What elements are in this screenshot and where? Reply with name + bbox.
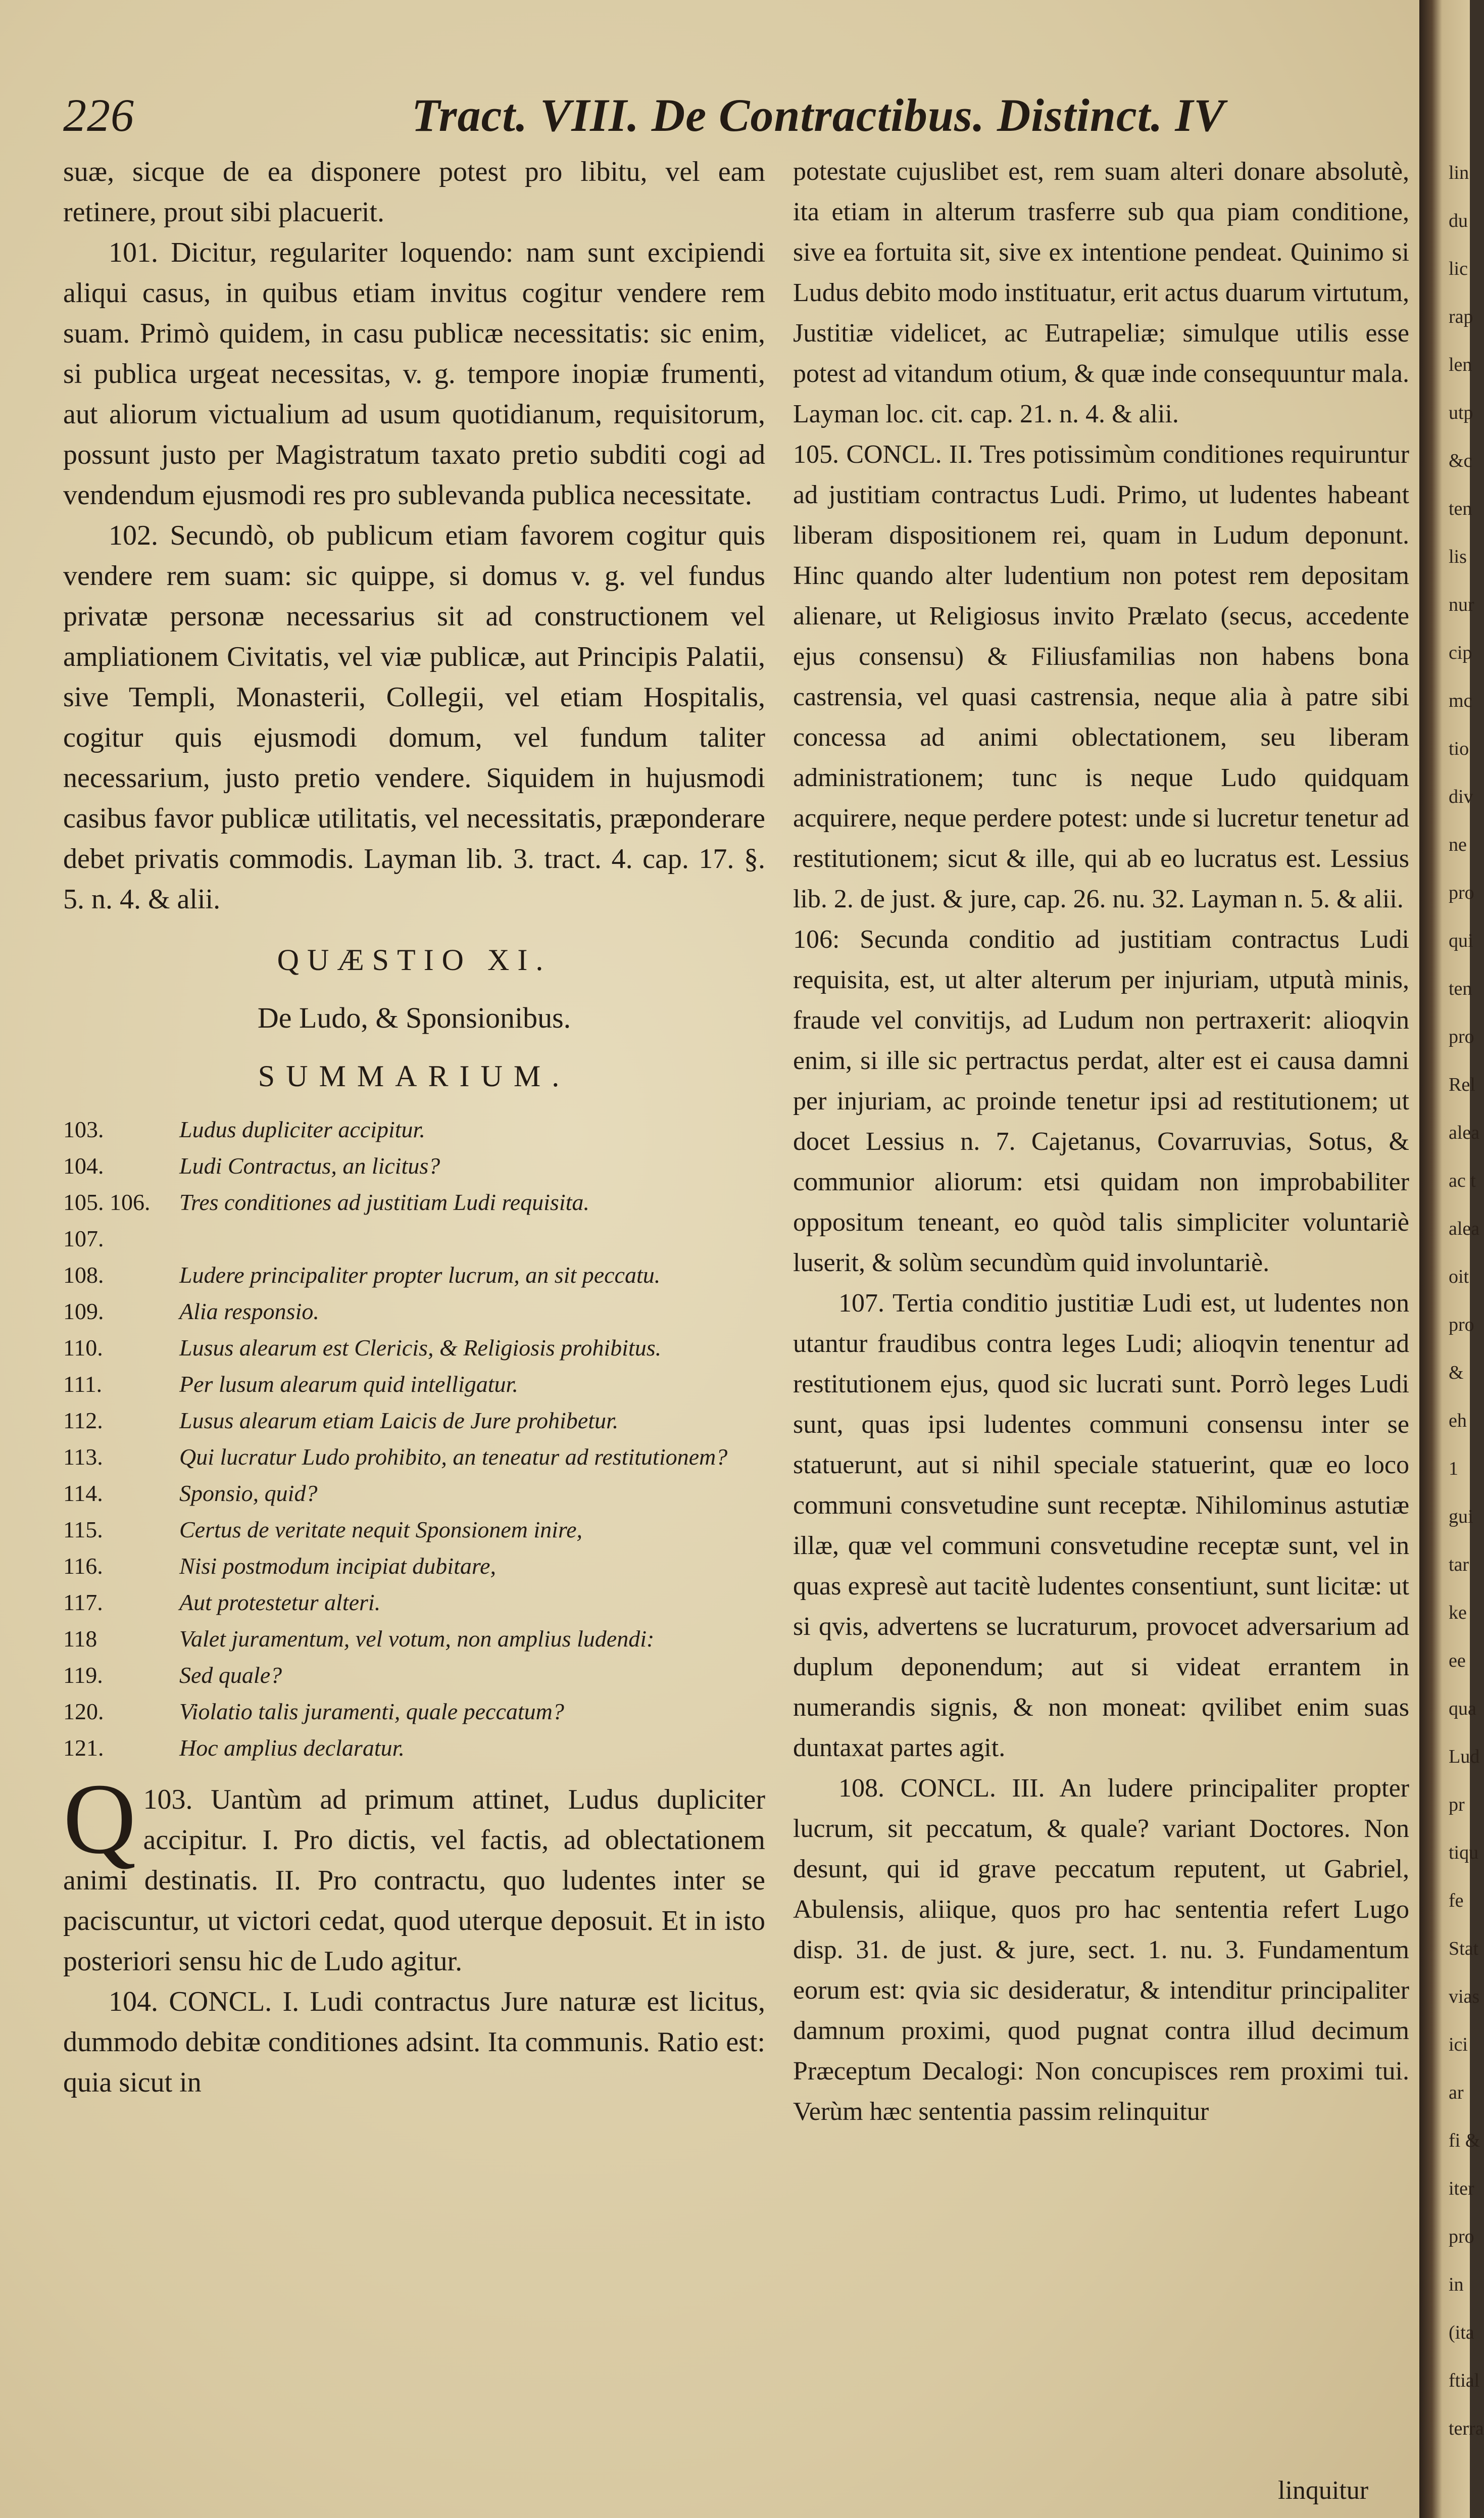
facing-page-fragment: rap (1449, 306, 1473, 327)
paragraph-101: 101. Dicitur, regulariter loquendo: nam sunt excipiendi aliqui casus, in quibus etiam invitus cogitur vendere rem suam. Primò quidem, in casu publicæ necessitatis: sic enim, si publica urgeat necessitas, v. g. tempore inopiæ frumenti, aut aliorum victualium ad usum quotidianum, requisitorum, possunt justo per Magistratum taxato pretio subditi cogi ad vendendum ejusmodi res pro sublevanda publica necessitate. (63, 237, 765, 511)
summary-item-number: 110. (63, 1335, 103, 1361)
summary-item-text: Aut protestetur alteri. (179, 1589, 381, 1615)
summary-item-text: Lusus alearum etiam Laicis de Jure prohibetur. (179, 1408, 619, 1433)
facing-page-fragment: fe (1449, 1890, 1464, 1911)
summary-item-text: Violatio talis juramenti, quale peccatum? (179, 1699, 564, 1724)
facing-page-fragment: pr (1449, 1794, 1465, 1815)
facing-page-fragment: vias (1449, 1986, 1480, 2007)
facing-page-fragment: terra (1449, 2418, 1484, 2439)
summary-item (63, 1584, 765, 1621)
summary-item-number: 113. (63, 1444, 103, 1470)
catchword: linquitur (1278, 2476, 1369, 2505)
facing-page-fragment: len (1449, 354, 1472, 375)
summary-list (63, 1111, 765, 1766)
facing-page-fragment: tar (1449, 1554, 1469, 1575)
summary-item-text: Lusus alearum est Clericis, & Religiosis prohibitus. (179, 1335, 662, 1361)
summary-item-number: 104. (63, 1153, 104, 1179)
summary-item-number: 120. (63, 1699, 104, 1724)
right-column (793, 152, 1409, 2132)
facing-page-fragment: ne (1449, 834, 1467, 855)
summary-item-number: 117. (63, 1589, 103, 1615)
summary-item (63, 1730, 765, 1766)
paragraph-103 (63, 1763, 766, 1981)
summary-item-number: 115. (63, 1517, 103, 1542)
facing-page-fragment: pro (1449, 1026, 1474, 1047)
facing-page-fragment: alea (1449, 1218, 1480, 1239)
summary-item (63, 1621, 765, 1657)
facing-page-fragment: &c (1449, 450, 1472, 471)
facing-page-fragment: gui (1449, 1506, 1473, 1527)
facing-page-fragment: ac t (1449, 1170, 1476, 1191)
paragraph-body: Uantùm ad primum attinet, Ludus dupliciter accipitur. I. Pro dictis, vel factis, ad oblectationem animi destinatis. II. Pro contractu, quo ludentes inter se paciscuntur, ut victori cedat, quod uterque deposuit. Et in isto posteriori sensu hic de Ludo agitur. (63, 1784, 766, 1977)
summary-item-number: 111. (63, 1371, 103, 1397)
summary-item (63, 1148, 765, 1184)
summary-item (63, 1184, 765, 1257)
summary-item (63, 1366, 765, 1402)
summary-item (63, 1657, 765, 1693)
paragraph: 108. CONCL. III. An ludere principaliter propter lucrum, sit peccatum, & quale? variant Doctores. Non desunt, qui id grave peccatum reputent, ut Gabriel, Abulensis, aliique, quos pro hac sententia refert Lugo disp. 31. de just. & jure, sect. 1. nu. 3. Fundamentum eorum est: qvia sic desideratur, & intenditur principaliter damnum proximi, quod pugnat contra illud decimum Præceptum Decalogi: Non concupisces rem proximi tui. Verùm hæc sententia passim relinquitur (793, 1774, 1409, 2126)
summary-item-text: Sed quale? (179, 1662, 282, 1688)
question-title: QUÆSTIO XI. (277, 943, 552, 977)
summary-item-text: Qui lucratur Ludo prohibito, an teneatur ad restitutionem? (179, 1444, 728, 1470)
paragraph-104: 104. CONCL. I. Ludi contractus Jure naturæ est licitus, dummodo debitæ conditiones adsint. Ita communis. Ratio est: quia sicut in (63, 1986, 765, 2098)
facing-page-fragment: pro (1449, 1314, 1474, 1335)
summary-item-text: Nisi postmodum incipiat dubitare, (179, 1553, 496, 1579)
facing-page-fragment: & (1449, 1362, 1464, 1383)
summary-item (63, 1293, 765, 1330)
facing-page-fragment: du (1449, 210, 1468, 231)
summary-item-number: 105. 106. 107. (63, 1189, 151, 1251)
summary-item-text: Sponsio, quid? (179, 1480, 318, 1506)
facing-page-fragment: cip (1449, 642, 1472, 663)
summary-item-number: 118 (63, 1626, 97, 1652)
summary-item-text: Valet juramentum, vel votum, non amplius ludendi: (179, 1626, 655, 1652)
summary-item-text: Alia responsio. (179, 1298, 319, 1324)
paragraph: suæ, sicque de ea disponere potest pro libitu, vel eam retinere, prout sibi placuerit. (63, 156, 765, 228)
summary-item (63, 1548, 765, 1584)
facing-page-fragment: ici (1449, 2034, 1468, 2055)
paragraph: 107. Tertia conditio justitiæ Ludi est, ut ludentes non utantur fraudibus contra leges Ludi; alioqvin tenentur ad restitutionem ejus, quod sic lucrati sunt. Porrò leges Ludi sunt, quas ipsi ludentes communi consensu inter se statuerunt, aut si nihil speciale statuerint, quæ eo loco communi consvetudine sunt receptæ. Nihilominus astutiæ illæ, quæ vel communi consvetudine receptæ sunt, vel in quas expresè aut tacitè ludentes consentiunt, sunt licitæ: ut si qvis, advertens se lucraturum, provocet adversarium ad duplum deponendum; aut si videat errantem in numerandis signis, & non moneat: qvilibet enim suas duntaxat partes agit. (793, 1289, 1409, 1762)
paragraph-number: 103. (143, 1784, 193, 1815)
summary-item (63, 1512, 765, 1548)
paragraph-102: 102. Secundò, ob publicum etiam favorem cogitur quis vendere rem suam: sic quippe, si domus v. g. vel fundus privatæ personæ necessarius sit ad constructionem vel ampliationem Civitatis, vel viæ publicæ, aut Principis Palatii, sive Templi, Monasterii, Collegii, vel etiam Hospitalis, cogitur quis ejusmodi domum, vel fundum taliter necessarium, justo pretio vendere. Siquidem in hujusmodi casibus favor publicæ utilitatis, vel necessitatis, præponderare debet privatis commodis. Layman lib. 3. tract. 4. cap. 17. §. 5. n. 4. & alii. (63, 520, 765, 915)
summary-item (63, 1475, 765, 1512)
facing-page-fragment: qui (1449, 930, 1473, 951)
facing-page-fragment: tio (1449, 738, 1469, 759)
facing-page-fragment: Rel (1449, 1074, 1475, 1095)
facing-page-fragment: oit (1449, 1266, 1469, 1287)
facing-page-fragment: tiqu (1449, 1842, 1479, 1863)
facing-page-fragment: qua (1449, 1698, 1476, 1719)
facing-page-fragment: fi & (1449, 2130, 1480, 2151)
facing-page-fragment: div (1449, 786, 1473, 807)
facing-page-fragment: ten (1449, 498, 1472, 519)
summary-item-number: 109. (63, 1298, 104, 1324)
facing-page-fragment: Stat (1449, 1938, 1479, 1959)
facing-page-fragment: ar (1449, 2082, 1464, 2103)
facing-page-fragment: ten (1449, 978, 1472, 999)
facing-page-fragment: lic (1449, 258, 1468, 279)
paragraph: 106: Secunda conditio ad justitiam contractus Ludi requisita, est, ut alter alterum per injuriam, utputà minis, fraude vel convitijs, ad Ludum non pertraxerit: alioqvin enim, si ille sic pertractus perdat, alter est ei causa damni per injuriam, ac proinde tenetur ipsi ad restitutionem; ut docet Lessius n. 7. Cajetanus, Covarruvias, Sotus, & communior aliorum: etsi quidam non improbabiliter oppositum teneant, eo quòd talis simpliciter voluntariè luserit, & solùm secundùm quid involuntariè. (793, 925, 1409, 1277)
facing-page-fragment: lis (1449, 546, 1467, 567)
running-title: Tract. VIII. De Contractibus. Distinct. IV (412, 89, 1225, 141)
facing-page-fragment: utp (1449, 402, 1473, 423)
question-subtitle: De Ludo, & Sponsionibus. (257, 1001, 571, 1034)
facing-page-fragment: lin (1449, 162, 1469, 183)
summary-item-number: 103. (63, 1117, 104, 1142)
summary-item-number: 116. (63, 1553, 103, 1579)
page-header (63, 88, 1402, 144)
summary-item-number: 112. (63, 1408, 103, 1433)
paragraph: 105. CONCL. II. Tres potissimùm conditiones requiruntur ad justitiam contractus Ludi. Primo, ut ludentes habeant liberam dispositionem rei, quam in Ludum deponunt. Hinc quando alter ludentium non potest rem depositam alienare, ut Religiosus invito Prælato (secus, accedente ejus consensu) & Filiusfamilias non habens bona castrensia, vel quasi castrensia, neque alia à patre sibi concessa ad animi oblectationem, seu liberam administrationem; tunc is neque Ludo quidquam acquirere, neque perdere potest: unde si lucretur tenetur ad restitutionem; sicut & ille, qui ab eo lucratus est. Lessius lib. 2. de just. & jure, cap. 26. nu. 32. Layman n. 5. & alii. (793, 440, 1409, 913)
facing-page-fragment: in (1449, 2274, 1464, 2295)
facing-page-fragment: pro (1449, 2226, 1474, 2247)
summary-item-number: 108. (63, 1262, 104, 1288)
page-number: 226 (63, 89, 134, 141)
summary-item-text: Tres conditiones ad justitiam Ludi requisita. (179, 1189, 589, 1215)
facing-page-fragment: Lud (1449, 1746, 1480, 1767)
facing-page-fragment: pro (1449, 882, 1474, 903)
summary-item-number: 119. (63, 1662, 103, 1688)
facing-page-fragment: (ita (1449, 2322, 1474, 2343)
paragraph: potestate cujuslibet est, rem suam alteri donare absolutè, ita etiam in alterum trasferre sub qua piam conditione, sive ea fortuita sit, sive ex intentione pendeat. Quinimo si Ludus debito modo instituatur, erit actus duarum virtutum, Justitiæ videlicet, ac Eutrapeliæ; simulque utilis esse potest ad vitandum otium, & quæ inde consequuntur mala. Layman loc. cit. cap. 21. n. 4. & alii. (793, 157, 1409, 428)
facing-page-fragment: alea (1449, 1122, 1480, 1143)
summary-item-number: 114. (63, 1480, 103, 1506)
facing-page-fragment: ftial (1449, 2370, 1480, 2391)
summary-item-text: Ludus dupliciter accipitur. (179, 1117, 425, 1142)
facing-page-fragment: eh (1449, 1410, 1467, 1431)
facing-page-fragment: 1 (1449, 1458, 1458, 1479)
summary-item-number: 121. (63, 1735, 104, 1761)
summary-item (63, 1439, 765, 1475)
summary-item (63, 1111, 765, 1148)
summary-item-text: Per lusum alearum quid intelligatur. (179, 1371, 518, 1397)
summary-item (63, 1402, 765, 1439)
facing-page-fragment: iter (1449, 2178, 1474, 2199)
summary-item (63, 1330, 765, 1366)
summary-item-text: Certus de veritate nequit Sponsionem inire, (179, 1517, 583, 1542)
facing-page-fragment: ee (1449, 1650, 1466, 1671)
summary-item-text: Hoc amplius declaratur. (179, 1735, 405, 1761)
facing-page-fragment: ke (1449, 1602, 1467, 1623)
facing-page-fragment: nur (1449, 594, 1474, 615)
summary-item (63, 1257, 765, 1293)
facing-page-edge (1419, 0, 1484, 2518)
left-column (63, 152, 765, 2103)
summary-item-text: Ludere principaliter propter lucrum, an sit peccatu. (179, 1262, 661, 1288)
facing-page-fragment: mc (1449, 690, 1472, 711)
summary-item (63, 1693, 765, 1730)
summary-item-text: Ludi Contractus, an licitus? (179, 1153, 440, 1179)
summary-title: SUMMARIUM. (258, 1059, 571, 1093)
drop-cap: Q (63, 1763, 136, 1875)
